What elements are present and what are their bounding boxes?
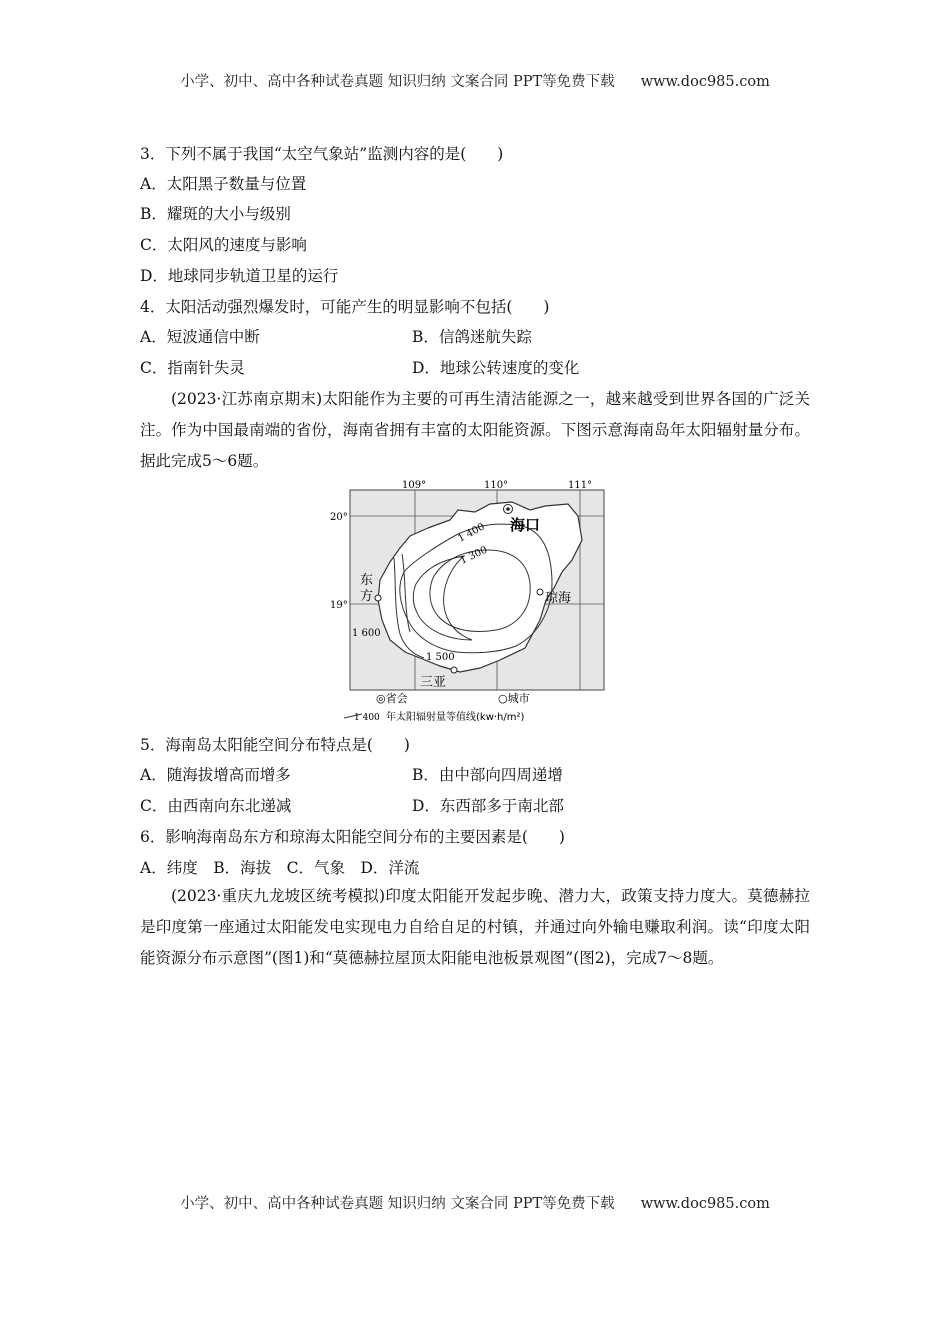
legend-isoline-value: 1 400 xyxy=(354,713,380,723)
hainan-solar-map xyxy=(330,480,620,725)
isoline-label-1300: 1 300 xyxy=(458,544,490,567)
question-4-stem: 4．太阳活动强烈爆发时，可能产生的明显影响不包括( ) xyxy=(140,298,550,316)
question-4-option-d: D．地球公转速度的变化 xyxy=(412,359,580,377)
question-5-stem: 5．海南岛太阳能空间分布特点是( ) xyxy=(140,736,410,754)
question-3-option-a: A．太阳黑子数量与位置 xyxy=(140,175,307,193)
passage-hainan xyxy=(140,384,810,477)
question-5-option-b: B．由中部向四周递增 xyxy=(412,766,563,784)
legend-city: ○城市 xyxy=(498,692,530,705)
question-4-option-b: B．信鸽迷航失踪 xyxy=(412,328,532,346)
city-qionghai: 琼海 xyxy=(545,591,572,606)
isoline-label-1400: 1 400 xyxy=(456,521,487,545)
page-header xyxy=(0,70,950,91)
question-5-option-c: C．由西南向东北递减 xyxy=(140,797,292,815)
page-footer xyxy=(0,1192,950,1213)
header-url[interactable]: www.doc985.com xyxy=(640,74,770,90)
passage-india-text: (2023·重庆九龙坡区统考模拟)印度太阳能开发起步晚、潜力大，政策支持力度大。莫德赫拉是印度第一座通过太阳能发电实现电力自给自足的村镇，并通过向外输电赚取利润。读“印度太阳能资源分布示意图”(图1)和“莫德赫拉屋顶太阳能电池板景观图”(图2)，完成7～8题。 xyxy=(140,887,810,967)
isoline-label-1500: 1 500 xyxy=(426,652,455,663)
footer-url[interactable]: www.doc985.com xyxy=(640,1196,770,1212)
isoline-label-1600: 1 600 xyxy=(352,628,381,639)
city-sanya: 三亚 xyxy=(420,675,447,690)
passage-hainan-text: (2023·江苏南京期末)太阳能作为主要的可再生清洁能源之一，越来越受到世界各国的广泛关注。作为中国最南端的省份，海南省拥有丰富的太阳能资源。下图示意海南岛年太阳辐射量分布。据此完成5～6题。 xyxy=(140,390,810,470)
legend-isoline-desc: 年太阳辐射量等值线(kw·h/m²) xyxy=(386,712,525,723)
question-3-option-d: D．地球同步轨道卫星的运行 xyxy=(140,267,339,285)
lat-label-19: 19° xyxy=(330,600,348,611)
question-5-option-d: D．东西部多于南北部 xyxy=(412,797,564,815)
city-dongfang-1: 东 xyxy=(360,573,374,588)
city-dongfang-2: 方 xyxy=(360,589,374,604)
qionghai-marker xyxy=(537,589,543,595)
lon-label-110: 110° xyxy=(484,480,509,491)
footer-text: 小学、初中、高中各种试卷真题 知识归纳 文案合同 PPT等免费下载 xyxy=(180,1196,615,1212)
passage-india xyxy=(140,881,810,974)
question-3-option-b: B．耀斑的大小与级别 xyxy=(140,205,291,223)
city-haikou: 海口 xyxy=(510,516,541,534)
question-6-stem: 6．影响海南岛东方和琼海太阳能空间分布的主要因素是( ) xyxy=(140,828,565,846)
lon-label-111: 111° xyxy=(568,480,593,491)
question-4-option-a: A．短波通信中断 xyxy=(140,328,260,346)
question-4-option-c: C．指南针失灵 xyxy=(140,359,245,377)
question-6-options: A．纬度 B．海拔 C．气象 D．洋流 xyxy=(140,859,420,877)
legend-capital: ◎省会 xyxy=(376,692,408,705)
header-text: 小学、初中、高中各种试卷真题 知识归纳 文案合同 PPT等免费下载 xyxy=(180,74,615,90)
sanya-marker xyxy=(451,667,457,673)
question-3-stem: 3．下列不属于我国“太空气象站”监测内容的是( ) xyxy=(140,145,504,163)
question-3-option-c: C．太阳风的速度与影响 xyxy=(140,236,307,254)
question-5-option-a: A．随海拔增高而增多 xyxy=(140,766,291,784)
lat-label-20: 20° xyxy=(330,512,348,523)
dongfang-marker xyxy=(375,595,381,601)
haikou-marker-dot xyxy=(506,507,510,511)
lon-label-109: 109° xyxy=(402,480,427,491)
